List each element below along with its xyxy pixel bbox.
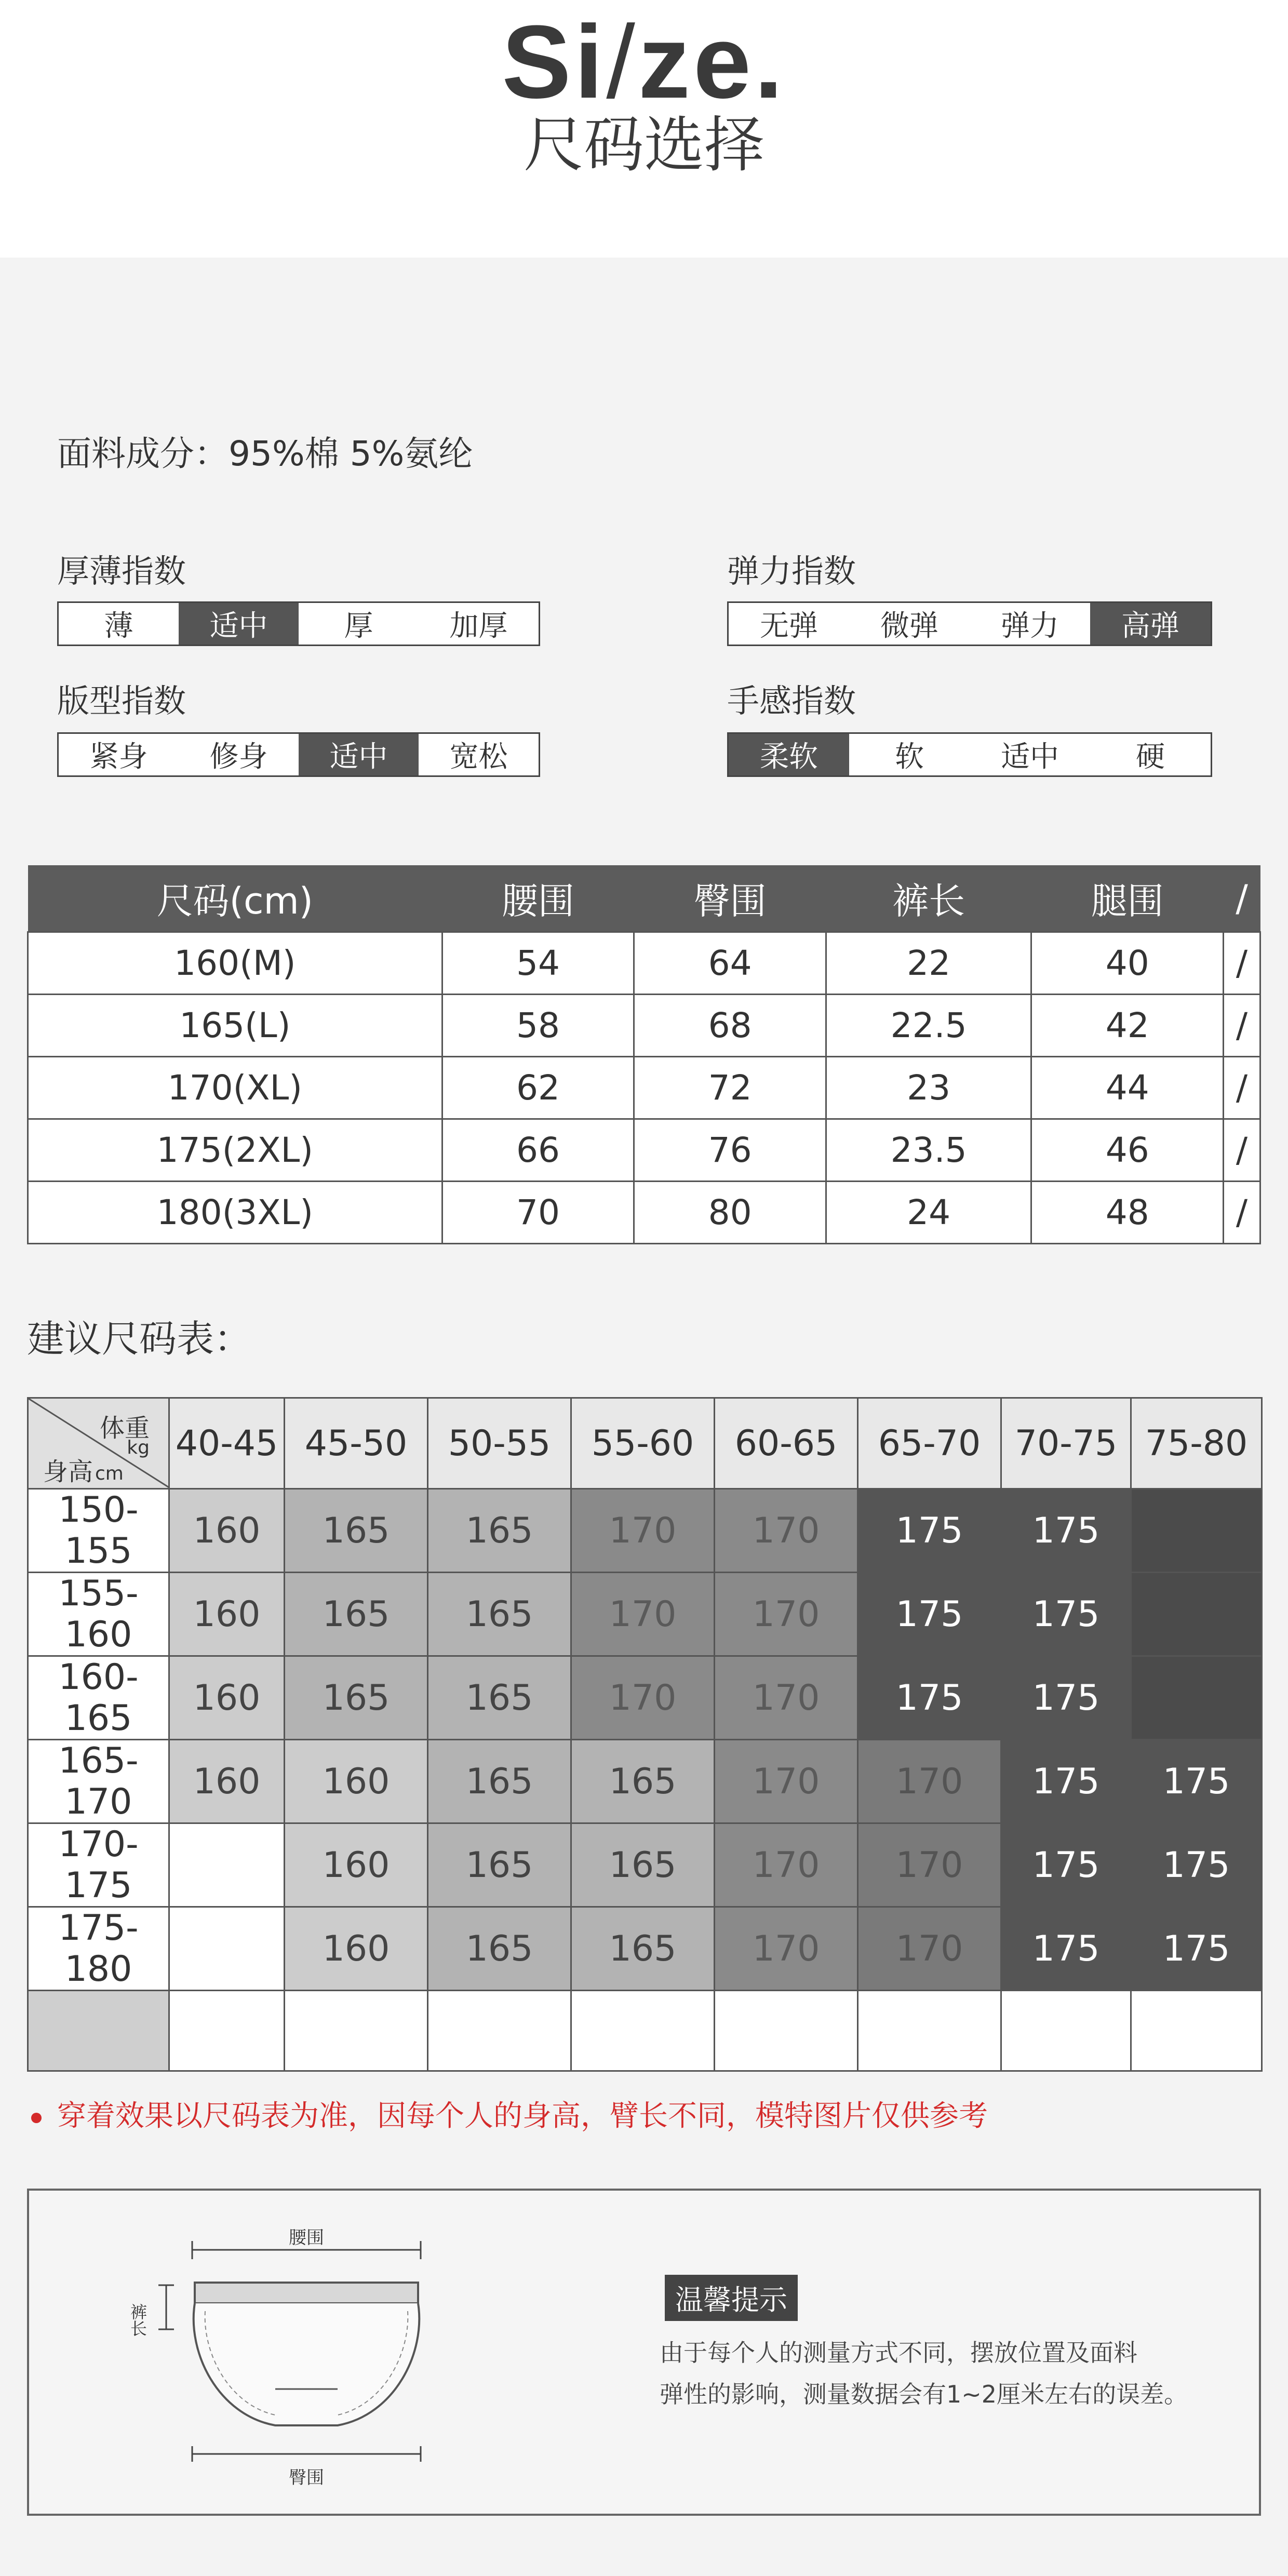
size-cell: 160(M)	[28, 932, 442, 995]
size-row	[28, 1057, 1260, 1119]
recommend-cell: 165	[285, 1489, 428, 1573]
briefs-diagram-icon	[109, 2218, 473, 2498]
recommend-cell: 170	[858, 1907, 1001, 1991]
recommend-cell: 175	[1001, 1740, 1131, 1823]
header	[0, 0, 1288, 258]
feel-option: 柔软	[729, 734, 849, 775]
hip-label: 臀围	[289, 2467, 324, 2488]
recommend-cell: 170	[571, 1489, 715, 1573]
title-slash: /	[606, 4, 638, 120]
recommend-row	[28, 1740, 1262, 1823]
size-cell: 54	[442, 932, 634, 995]
elasticity-index-bar	[727, 601, 1212, 646]
recommend-cell	[1001, 1991, 1131, 2071]
weight-col-header: 45-50	[285, 1398, 428, 1489]
recommend-cell: 165	[428, 1489, 571, 1573]
size-cell: 58	[442, 995, 634, 1057]
note-text: 穿着效果以尺码表为准，因每个人的身高，臂长不同，模特图片仅供参考	[57, 2099, 988, 2133]
recommend-cell: 170	[571, 1656, 715, 1740]
recommend-table	[27, 1397, 1263, 2072]
thickness-option: 适中	[179, 603, 299, 645]
recommend-row	[28, 1573, 1262, 1656]
size-header-cell: /	[1224, 865, 1260, 932]
recommend-cell: 165	[571, 1907, 715, 1991]
recommend-row	[28, 1823, 1262, 1907]
recommend-cell: 170	[571, 1573, 715, 1656]
recommend-cell: 165	[428, 1656, 571, 1740]
size-cell: /	[1224, 1057, 1260, 1119]
recommend-cell: 170	[715, 1573, 858, 1656]
size-cell: 72	[634, 1057, 826, 1119]
recommend-cell: 170	[858, 1823, 1001, 1907]
weight-col-header: 70-75	[1001, 1398, 1131, 1489]
title-part1: Si	[502, 4, 607, 120]
recommend-cell	[858, 1991, 1001, 2071]
recommend-cell	[571, 1991, 715, 2071]
size-header-cell: 臀围	[634, 865, 826, 932]
elasticity-index-title: 弹力指数	[727, 552, 856, 590]
fit-index-title: 版型指数	[57, 682, 186, 720]
height-row-header: 175-180	[28, 1907, 169, 1991]
feel-option: 软	[895, 740, 924, 774]
bullet-dot-icon	[31, 2113, 42, 2123]
weight-col-header: 50-55	[428, 1398, 571, 1489]
recommend-cell: 165	[428, 1907, 571, 1991]
size-table-header	[28, 865, 1260, 932]
fit-option: 紧身	[89, 740, 148, 774]
feel-index-title: 手感指数	[727, 682, 856, 720]
recommend-cell: 170	[715, 1489, 858, 1573]
size-header-cell: 腿围	[1031, 865, 1224, 932]
thickness-option: 厚	[344, 609, 373, 643]
thickness-option: 加厚	[449, 609, 508, 643]
fit-note	[31, 2093, 988, 2135]
size-cell: 64	[634, 932, 826, 995]
tip-line-1: 由于每个人的测量方式不同，摆放位置及面料	[660, 2339, 1137, 2367]
size-cell: /	[1224, 995, 1260, 1057]
height-row-header: 155-160	[28, 1573, 169, 1656]
size-row	[28, 1182, 1260, 1244]
recommend-cell: 170	[715, 1740, 858, 1823]
recommend-cell: 175	[1131, 1907, 1262, 1991]
weight-col-header: 40-45	[169, 1398, 285, 1489]
tip-line-2: 弹性的影响，测量数据会有1~2厘米左右的误差。	[660, 2380, 1188, 2408]
size-cell: 23	[826, 1057, 1031, 1119]
length-label: 裤长	[128, 2303, 147, 2337]
recommend-cell: 170	[715, 1656, 858, 1740]
size-cell: 76	[634, 1119, 826, 1182]
weight-col-header: 55-60	[571, 1398, 715, 1489]
recommend-corner	[28, 1398, 169, 1489]
elasticity-option: 无弹	[760, 609, 818, 643]
size-cell: 175(2XL)	[28, 1119, 442, 1182]
recommend-cell: 160	[169, 1656, 285, 1740]
size-row	[28, 1119, 1260, 1182]
size-cell: 180(3XL)	[28, 1182, 442, 1244]
elasticity-option: 微弹	[880, 609, 938, 643]
recommend-cell	[1131, 1656, 1262, 1740]
corner-height-unit: cm	[95, 1463, 124, 1484]
weight-col-header: 75-80	[1131, 1398, 1262, 1489]
size-cell: 40	[1031, 932, 1224, 995]
recommend-cell	[169, 1991, 285, 2071]
fit-option: 宽松	[449, 740, 508, 774]
size-cell: 23.5	[826, 1119, 1031, 1182]
size-cell: 70	[442, 1182, 634, 1244]
feel-index-bar	[727, 732, 1212, 777]
recommend-cell: 175	[1001, 1489, 1131, 1573]
size-cell: 22.5	[826, 995, 1031, 1057]
size-header-cell: 腰围	[442, 865, 634, 932]
height-row-header	[28, 1991, 169, 2071]
recommend-cell	[428, 1991, 571, 2071]
waist-label: 腰围	[289, 2228, 324, 2248]
recommend-cell: 165	[285, 1573, 428, 1656]
recommend-row	[28, 1991, 1262, 2071]
recommend-row	[28, 1489, 1262, 1573]
title-part2: ze.	[638, 4, 786, 120]
recommend-cell: 165	[285, 1656, 428, 1740]
size-cell: 22	[826, 932, 1031, 995]
recommend-cell: 175	[1001, 1573, 1131, 1656]
size-cell: 165(L)	[28, 995, 442, 1057]
recommend-cell	[169, 1907, 285, 1991]
size-cell: /	[1224, 1182, 1260, 1244]
fit-option: 修身	[209, 740, 268, 774]
height-row-header: 170-175	[28, 1823, 169, 1907]
recommend-cell: 175	[1001, 1823, 1131, 1907]
recommend-cell: 165	[428, 1573, 571, 1656]
size-table	[27, 865, 1261, 1244]
recommend-cell: 175	[858, 1489, 1001, 1573]
recommend-cell: 165	[428, 1823, 571, 1907]
thickness-index-title: 厚薄指数	[57, 552, 186, 590]
recommend-header-row	[28, 1398, 1262, 1489]
elasticity-option: 高弹	[1090, 603, 1211, 645]
recommend-cell: 175	[1131, 1823, 1262, 1907]
tip-text	[660, 2332, 1188, 2415]
size-title	[0, 4, 1288, 120]
subtitle: 尺码选择	[524, 110, 764, 180]
size-cell: 42	[1031, 995, 1224, 1057]
fabric-composition: 面料成分：95%棉 5%氨纶	[57, 434, 473, 474]
recommend-cell: 160	[285, 1907, 428, 1991]
size-cell: 80	[634, 1182, 826, 1244]
recommend-cell: 160	[169, 1489, 285, 1573]
weight-col-header: 65-70	[858, 1398, 1001, 1489]
recommend-cell	[285, 1991, 428, 2071]
recommend-cell: 175	[858, 1573, 1001, 1656]
weight-col-header: 60-65	[715, 1398, 858, 1489]
fit-option: 适中	[299, 734, 419, 775]
recommend-cell: 160	[285, 1823, 428, 1907]
recommend-cell: 160	[285, 1740, 428, 1823]
elasticity-option: 弹力	[1001, 609, 1059, 643]
tip-badge: 温馨提示	[665, 2275, 798, 2321]
size-cell: 66	[442, 1119, 634, 1182]
recommend-row	[28, 1907, 1262, 1991]
height-row-header: 160-165	[28, 1656, 169, 1740]
recommend-cell: 175	[1001, 1907, 1131, 1991]
recommend-cell: 165	[571, 1740, 715, 1823]
recommend-row	[28, 1656, 1262, 1740]
recommend-cell	[1131, 1489, 1262, 1573]
recommend-cell: 160	[169, 1573, 285, 1656]
size-cell: 68	[634, 995, 826, 1057]
recommend-cell: 165	[571, 1823, 715, 1907]
recommend-cell	[1131, 1991, 1262, 2071]
corner-weight-unit: kg	[127, 1437, 150, 1458]
corner-height: 身高	[43, 1457, 93, 1486]
size-cell: 62	[442, 1057, 634, 1119]
recommend-cell: 170	[858, 1740, 1001, 1823]
size-cell: 170(XL)	[28, 1057, 442, 1119]
size-header-cell: 裤长	[826, 865, 1031, 932]
size-cell: /	[1224, 1119, 1260, 1182]
thickness-option: 薄	[104, 609, 133, 643]
recommend-title: 建议尺码表：	[27, 1317, 252, 1361]
recommend-cell	[715, 1991, 858, 2071]
size-cell: 46	[1031, 1119, 1224, 1182]
recommend-cell: 175	[1131, 1740, 1262, 1823]
size-cell: /	[1224, 932, 1260, 995]
recommend-cell: 160	[169, 1740, 285, 1823]
feel-option: 适中	[1001, 740, 1059, 774]
recommend-cell	[169, 1823, 285, 1907]
recommend-cell: 165	[428, 1740, 571, 1823]
recommend-cell: 175	[858, 1656, 1001, 1740]
fit-index-bar	[57, 732, 540, 777]
height-row-header: 150-155	[28, 1489, 169, 1573]
recommend-cell: 170	[715, 1907, 858, 1991]
size-row	[28, 932, 1260, 995]
size-cell: 48	[1031, 1182, 1224, 1244]
thickness-index-bar	[57, 601, 540, 646]
size-cell: 24	[826, 1182, 1031, 1244]
feel-option: 硬	[1136, 740, 1165, 774]
corner-weight: 体重	[99, 1414, 150, 1443]
height-row-header: 165-170	[28, 1740, 169, 1823]
recommend-cell	[1131, 1573, 1262, 1656]
recommend-cell: 175	[1001, 1656, 1131, 1740]
recommend-cell: 170	[715, 1823, 858, 1907]
size-header-cell: 尺码(cm)	[28, 865, 442, 932]
size-row	[28, 995, 1260, 1057]
size-cell: 44	[1031, 1057, 1224, 1119]
